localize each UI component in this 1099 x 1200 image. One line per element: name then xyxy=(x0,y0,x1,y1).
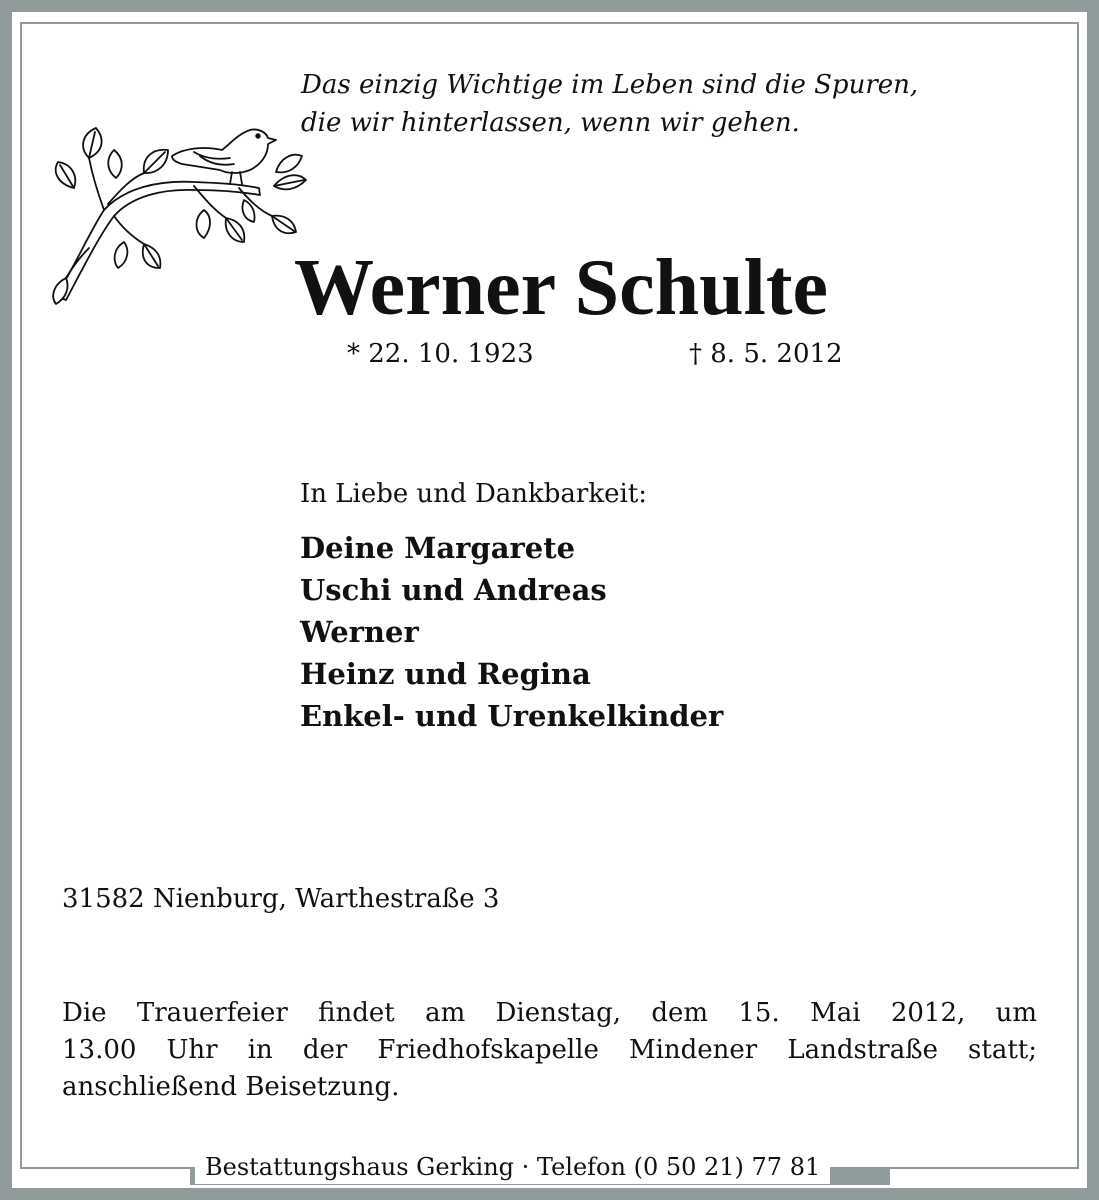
mourner-item: Werner xyxy=(300,615,419,649)
bird-on-branch-icon xyxy=(44,118,314,308)
ceremony-line-3: anschließend Beisetzung. xyxy=(62,1072,400,1102)
family-address: 31582 Nienburg, Warthestraße 3 xyxy=(62,884,500,914)
ceremony-line-2: 13.00 Uhr in der Friedhofskapelle Mindener Landstraße statt; xyxy=(62,1035,1037,1065)
mourner-item: Enkel- und Urenkelkinder xyxy=(300,699,724,733)
motto-quote xyxy=(301,66,918,142)
gratitude-line: In Liebe und Dankbarkeit: xyxy=(300,479,648,509)
mourner-item: Deine Margarete xyxy=(300,531,576,565)
funeral-home-footer: Bestattungshaus Gerking · Telefon (0 50 21) 77 81 xyxy=(195,1150,830,1184)
birth-date: * 22. 10. 1923 xyxy=(347,339,534,369)
mourners-list xyxy=(300,527,723,737)
mourner-item: Uschi und Andreas xyxy=(300,573,607,607)
mourner-item: Heinz und Regina xyxy=(300,657,591,691)
motto-line-1: Das einzig Wichtige im Leben sind die Spuren, xyxy=(301,70,919,100)
deceased-name: Werner Schulte xyxy=(294,244,829,332)
motto-line-2: die wir hinterlassen, wenn wir gehen. xyxy=(301,108,800,138)
ceremony-notice xyxy=(62,995,1037,1106)
ceremony-line-1: Die Trauerfeier findet am Dienstag, dem 15. Mai 2012, um xyxy=(62,998,1037,1028)
death-date: † 8. 5. 2012 xyxy=(689,339,843,369)
